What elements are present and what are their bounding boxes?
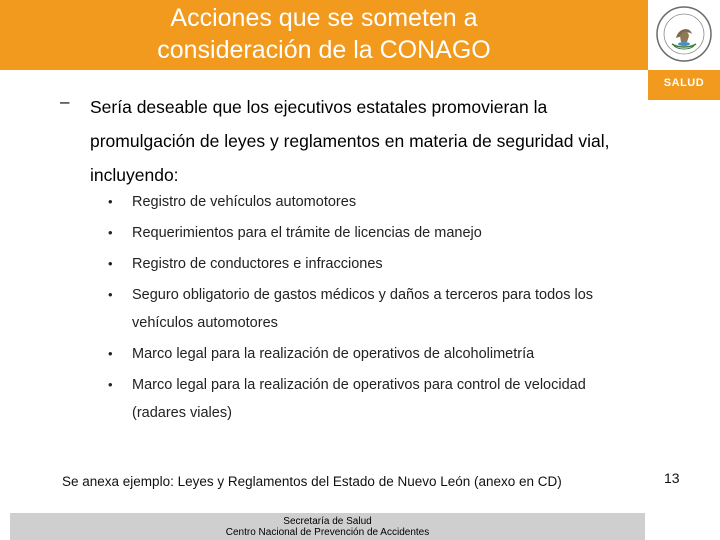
bullet-list bbox=[108, 188, 638, 430]
bullet-text: Registro de conductores e infracciones bbox=[132, 256, 383, 272]
slide-title: Acciones que se someten a consideración de la CONAGO bbox=[157, 4, 491, 64]
annex-note: Se anexa ejemplo: Leyes y Reglamentos del Estado de Nuevo León (anexo en CD) bbox=[62, 474, 562, 489]
main-paragraph: Sería deseable que los ejecutivos estatales promovieran la promulgación de leyes y reglamentos en materia de seguridad vial, incluyendo: bbox=[90, 97, 610, 185]
footer bbox=[10, 513, 645, 540]
page-number: 13 bbox=[664, 470, 680, 486]
footer-line-2: Centro Nacional de Prevención de Accidentes bbox=[225, 527, 430, 538]
list-item bbox=[108, 250, 638, 278]
bullet-glyph: • bbox=[108, 287, 113, 302]
list-item bbox=[108, 340, 638, 368]
bullet-glyph: • bbox=[108, 194, 113, 209]
bullet-text: Requerimientos para el trámite de licencias de manejo bbox=[132, 225, 482, 241]
list-item bbox=[108, 281, 638, 337]
list-item bbox=[108, 219, 638, 247]
bullet-glyph: • bbox=[108, 377, 113, 392]
bullet-text: Marco legal para la realización de operativos de alcoholimetría bbox=[132, 346, 535, 362]
list-item bbox=[108, 371, 638, 427]
bullet-glyph: • bbox=[108, 256, 113, 271]
bullet-glyph: • bbox=[108, 346, 113, 361]
bullet-text: Seguro obligatorio de gastos médicos y daños a terceros para todos los vehículos automotores bbox=[132, 287, 594, 331]
footer-line-1: Secretaría de Salud bbox=[283, 516, 372, 527]
main-dash: – bbox=[60, 92, 70, 111]
bullet-text: Marco legal para la realización de operativos para control de velocidad (radares viales) bbox=[132, 377, 586, 421]
salud-label: SALUD bbox=[663, 77, 705, 89]
bullet-glyph: • bbox=[108, 225, 113, 240]
mexico-seal-icon bbox=[654, 4, 714, 64]
list-item bbox=[108, 188, 638, 216]
bullet-text: Registro de vehículos automotores bbox=[132, 194, 357, 210]
